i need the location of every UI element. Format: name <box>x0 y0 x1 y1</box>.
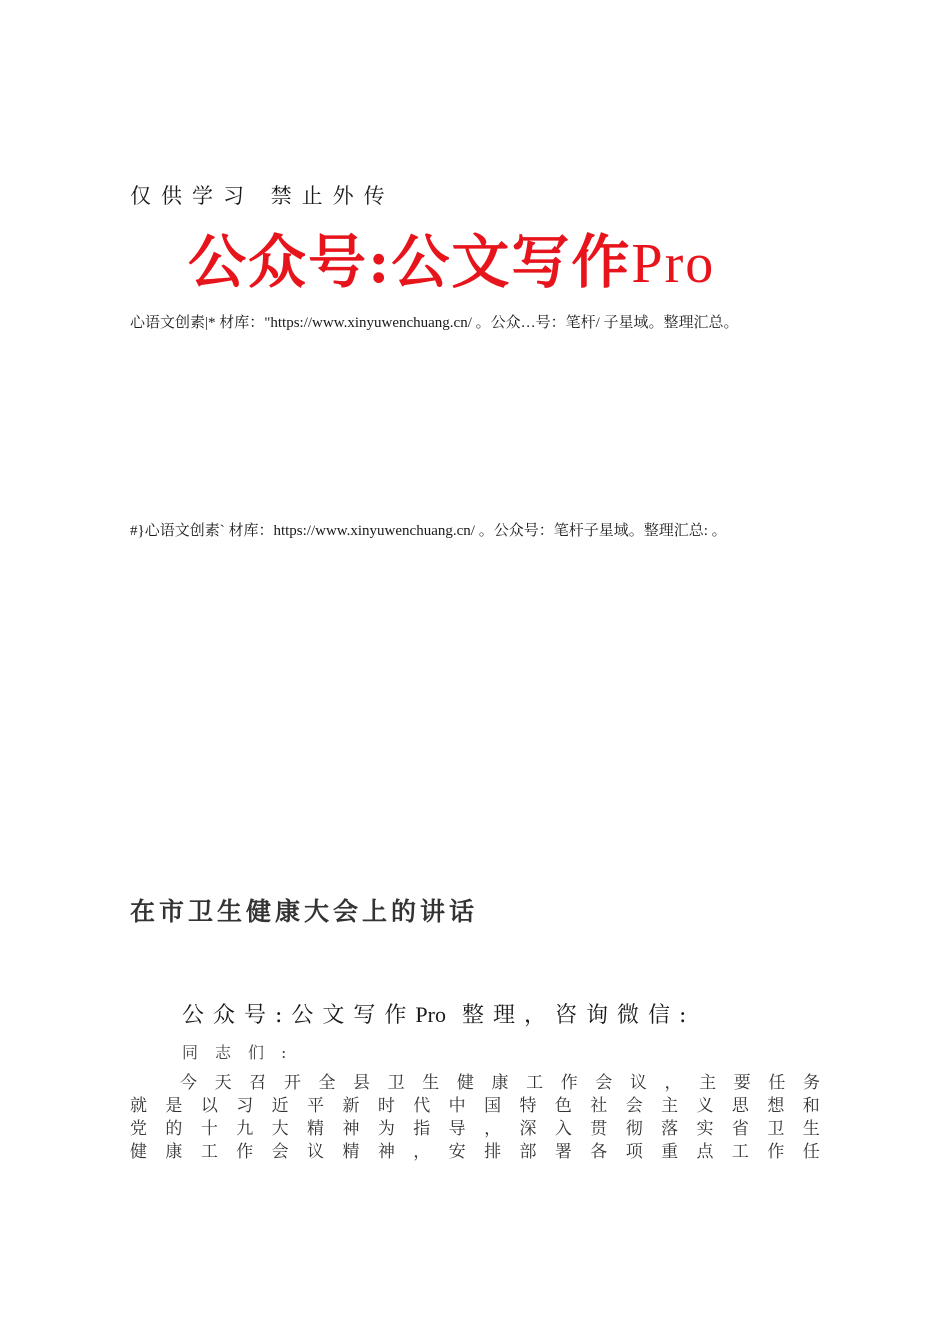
paragraph-char: 近 <box>271 1096 289 1116</box>
paragraph-char: 主 <box>699 1073 717 1093</box>
speech-paragraph <box>130 1072 820 1164</box>
paragraph-char: 落 <box>661 1119 679 1139</box>
paragraph-char: 天 <box>214 1073 232 1093</box>
paragraph-char: 会 <box>595 1073 613 1093</box>
paragraph-char: 以 <box>200 1096 218 1116</box>
paragraph-char: 作 <box>767 1142 785 1162</box>
paragraph-char: 今 <box>180 1073 197 1093</box>
paragraph-char: 和 <box>802 1096 820 1116</box>
paragraph-char: 康 <box>491 1073 509 1093</box>
paragraph-char: 导 <box>448 1119 466 1139</box>
paragraph-char: 彻 <box>625 1119 643 1139</box>
paragraph-char: 指 <box>413 1119 431 1139</box>
paragraph-char: 是 <box>165 1096 183 1116</box>
contact-pro: Pro <box>415 1002 446 1027</box>
paragraph-char: 健 <box>130 1142 147 1162</box>
paragraph-char: 生 <box>802 1119 820 1139</box>
paragraph-char: 工 <box>526 1073 544 1093</box>
paragraph-char: 大 <box>271 1119 289 1139</box>
paragraph-char: 排 <box>484 1142 502 1162</box>
paragraph-char: 神 <box>342 1119 360 1139</box>
paragraph-char: 为 <box>377 1119 395 1139</box>
paragraph-char: 精 <box>342 1142 360 1162</box>
banner-pro-text: Pro <box>631 233 716 295</box>
banner-main-text: 公众号:公文写作 <box>188 228 632 296</box>
paragraph-char: 要 <box>733 1073 751 1093</box>
paragraph-char: 工 <box>200 1142 218 1162</box>
paragraph-char: 省 <box>731 1119 749 1139</box>
paragraph-char: 任 <box>802 1142 820 1162</box>
contact-prefix: 公众号:公文写作 <box>182 1003 416 1028</box>
greeting: 同志们: <box>182 1043 304 1062</box>
paragraph-char: 任 <box>768 1073 786 1093</box>
paragraph-char: 各 <box>590 1142 608 1162</box>
paragraph-char: 九 <box>236 1119 254 1139</box>
paragraph-char: 主 <box>661 1096 679 1116</box>
paragraph-char: 习 <box>236 1096 254 1116</box>
paragraph-char: 贯 <box>590 1119 608 1139</box>
paragraph-char: 作 <box>560 1073 578 1093</box>
paragraph-char: 平 <box>307 1096 325 1116</box>
paragraph-char: 生 <box>422 1073 440 1093</box>
paragraph-char: 深 <box>519 1119 537 1139</box>
paragraph-char: 开 <box>283 1073 301 1093</box>
paragraph-char: 署 <box>554 1142 572 1162</box>
paragraph-char: 卫 <box>387 1073 405 1093</box>
paragraph-char: 神 <box>377 1142 395 1162</box>
paragraph-char: 会 <box>625 1096 643 1116</box>
paragraph-char: 工 <box>731 1142 749 1162</box>
paragraph-char: 新 <box>342 1096 360 1116</box>
paragraph-char: 卫 <box>767 1119 785 1139</box>
paragraph-char: 议 <box>629 1073 647 1093</box>
paragraph-line <box>130 1141 820 1164</box>
paragraph-char: 部 <box>519 1142 537 1162</box>
paragraph-char: 就 <box>130 1096 147 1116</box>
paragraph-char: ， <box>484 1119 502 1139</box>
paragraph-char: 健 <box>456 1073 474 1093</box>
paragraph-char: 实 <box>696 1119 714 1139</box>
paragraph-line <box>130 1072 820 1095</box>
paragraph-line <box>130 1095 820 1118</box>
notice-text: 仅供学习 禁止外传 <box>130 184 395 208</box>
paragraph-line <box>130 1118 820 1141</box>
paragraph-char: 精 <box>307 1119 325 1139</box>
paragraph-char: 想 <box>767 1096 785 1116</box>
paragraph-char: 康 <box>165 1142 183 1162</box>
paragraph-char: 中 <box>448 1096 466 1116</box>
paragraph-char: 县 <box>353 1073 371 1093</box>
paragraph-char: ， <box>664 1073 682 1093</box>
paragraph-char: 作 <box>236 1142 254 1162</box>
paragraph-char: 党 <box>130 1119 147 1139</box>
paragraph-char: 特 <box>519 1096 537 1116</box>
paragraph-char: 全 <box>318 1073 336 1093</box>
paragraph-char: 代 <box>413 1096 431 1116</box>
paragraph-char: 十 <box>200 1119 218 1139</box>
paragraph-char: 召 <box>249 1073 267 1093</box>
contact-suffix: 整理，咨询微信: <box>445 1003 696 1028</box>
source-line-2: #}心语文创素` 材库：https://www.xinyuwenchuang.cn/ 。公众号：笔杆子星域。整理汇总: 。 <box>130 523 727 539</box>
paragraph-char: 安 <box>448 1142 466 1162</box>
paragraph-char: 思 <box>731 1096 749 1116</box>
contact-line <box>182 998 695 1029</box>
source-line-1: 心语文创素|* 材库："https://www.xinyuwenchuang.cn/ 。公众…号：笔杆/ 子星域。整理汇总。 <box>130 315 739 331</box>
paragraph-char: 会 <box>271 1142 289 1162</box>
paragraph-char: 时 <box>377 1096 395 1116</box>
paragraph-char: ， <box>413 1142 431 1162</box>
document-title: 在市卫生健康大会上的讲话 <box>130 897 479 926</box>
paragraph-char: 国 <box>484 1096 502 1116</box>
paragraph-char: 议 <box>307 1142 325 1162</box>
paragraph-char: 入 <box>554 1119 572 1139</box>
paragraph-char: 义 <box>696 1096 714 1116</box>
paragraph-char: 色 <box>554 1096 572 1116</box>
paragraph-char: 重 <box>661 1142 679 1162</box>
paragraph-char: 的 <box>165 1119 183 1139</box>
paragraph-char: 点 <box>696 1142 714 1162</box>
banner-heading <box>188 226 715 300</box>
paragraph-char: 社 <box>590 1096 608 1116</box>
paragraph-char: 项 <box>625 1142 643 1162</box>
paragraph-char: 务 <box>802 1073 820 1093</box>
